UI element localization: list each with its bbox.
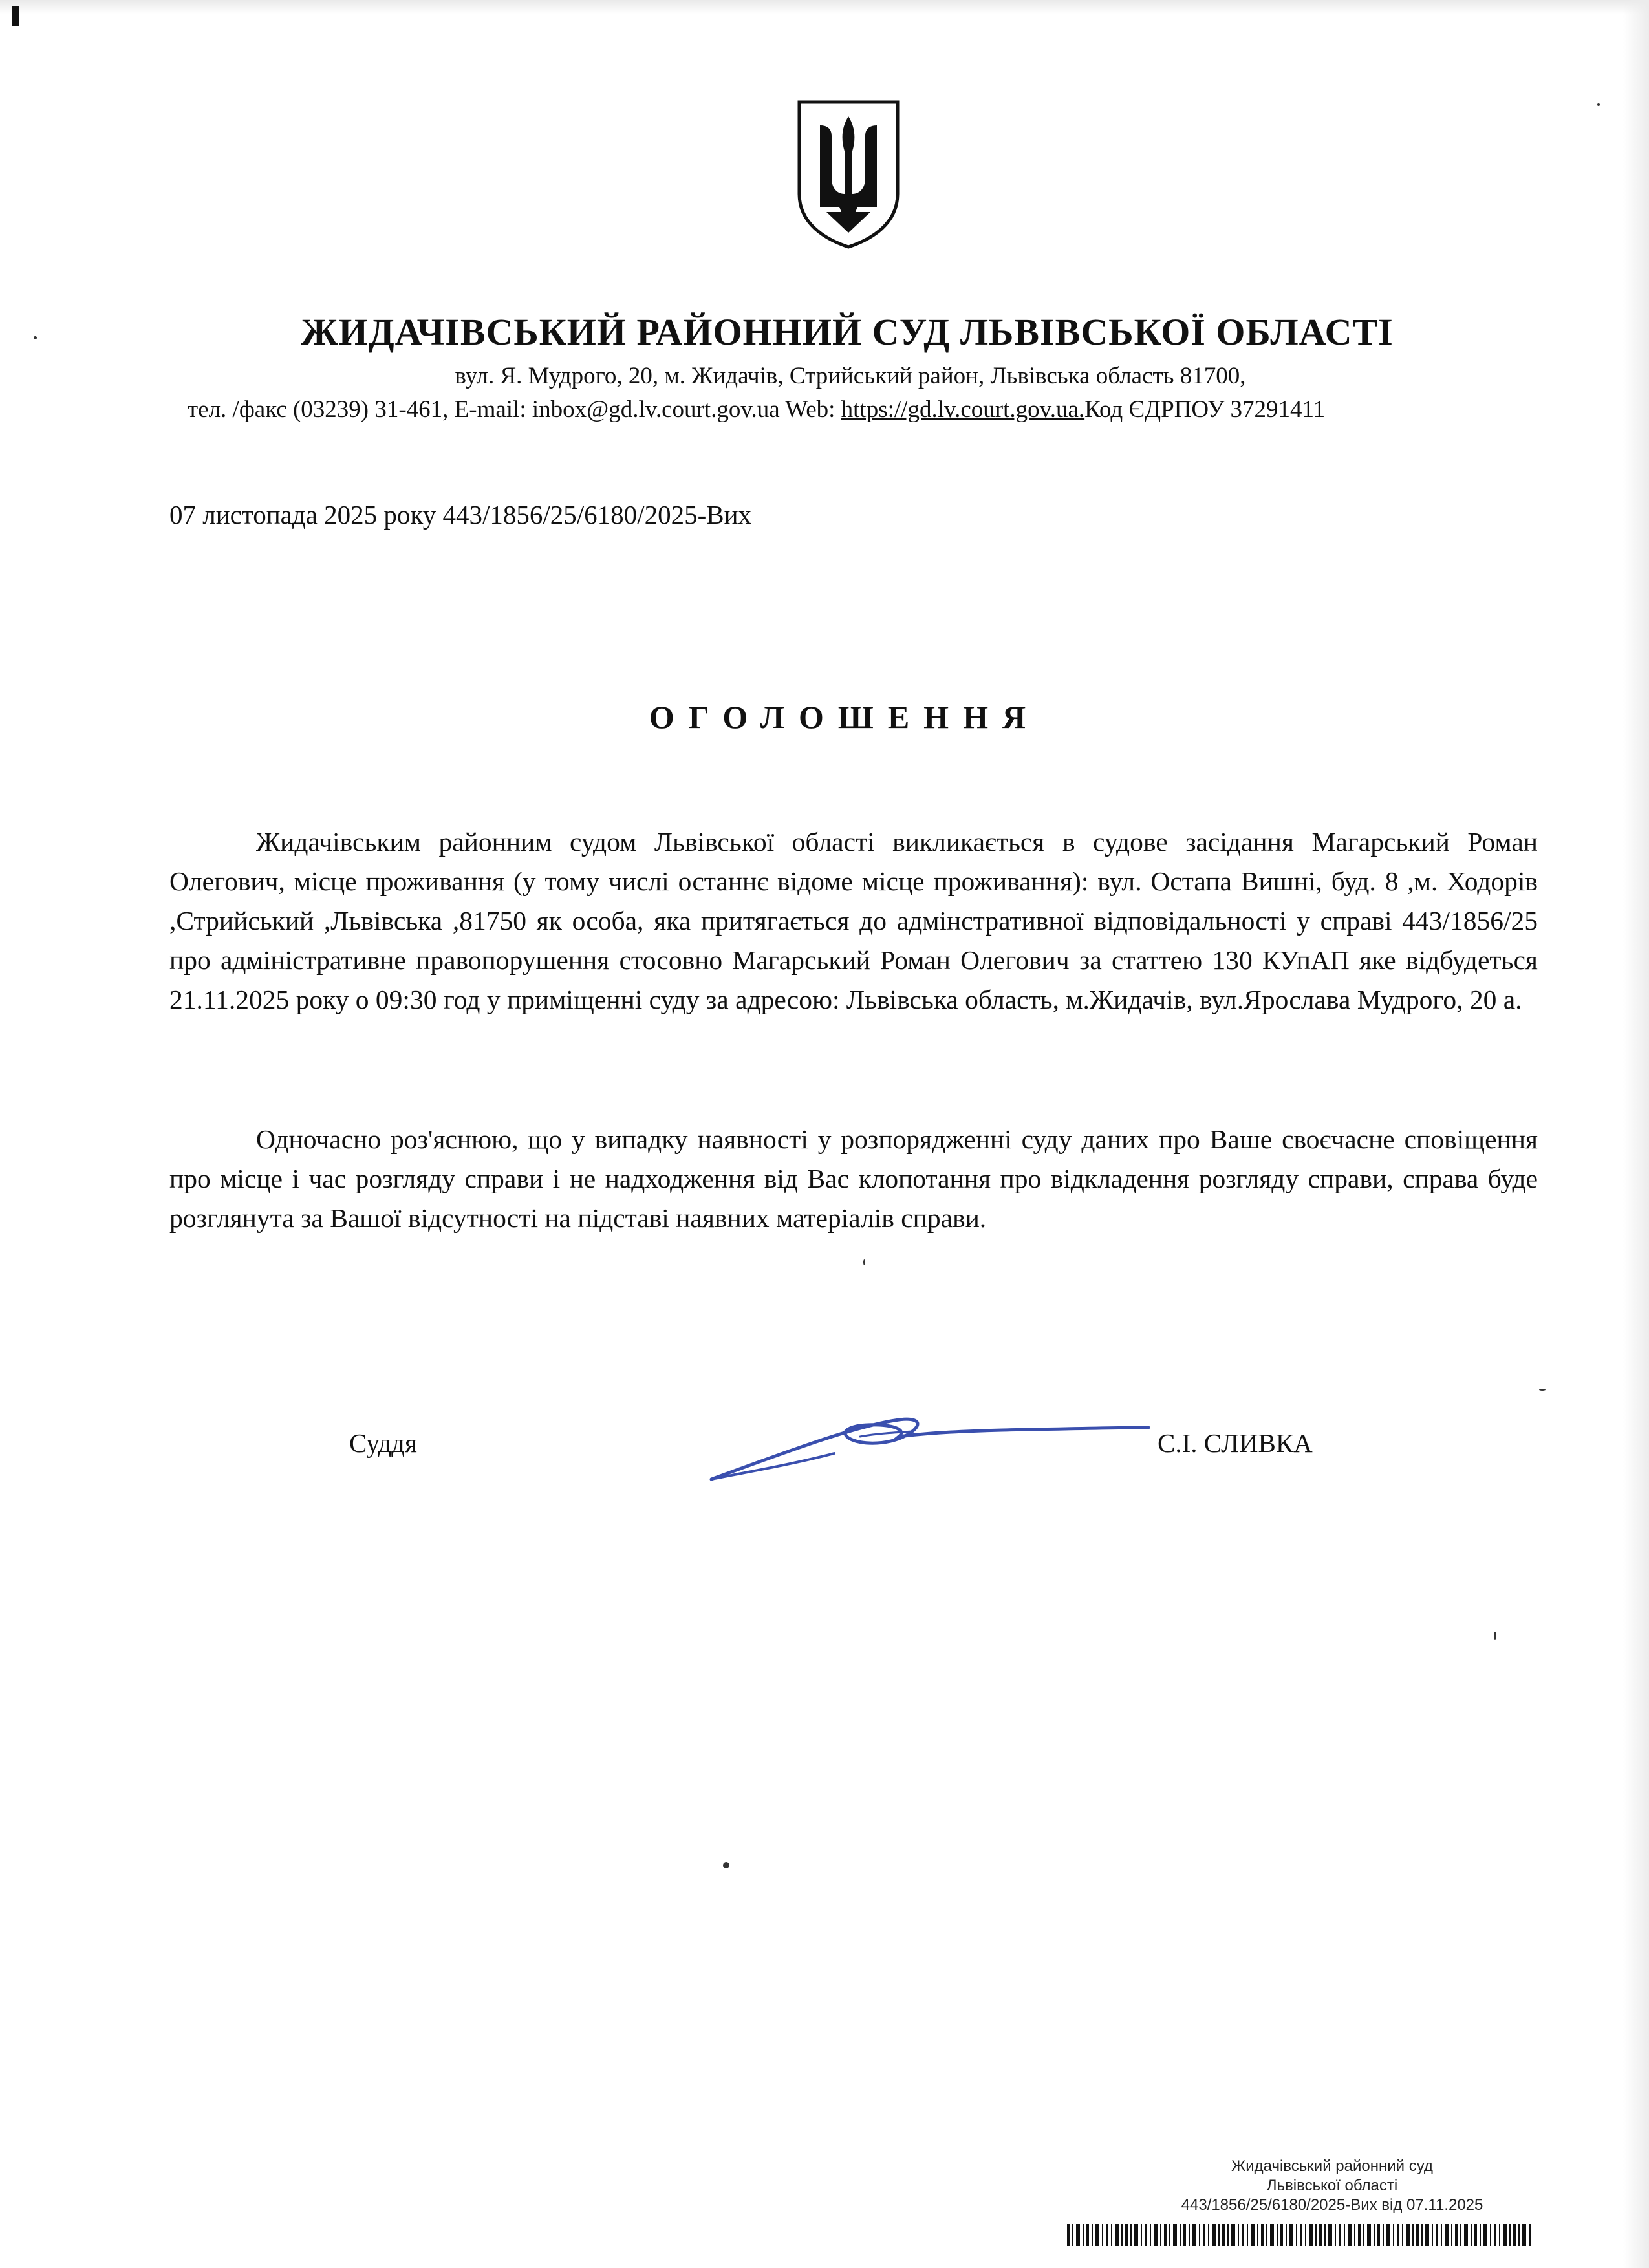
barcode [1067,2224,1533,2246]
scan-speck [1597,103,1600,106]
court-name: ЖИДАЧІВСЬКИЙ РАЙОННИЙ СУД ЛЬВІВСЬКОЇ ОБЛАСТІ [301,311,1394,353]
clarification-paragraph: Одночасно роз'яснюю, що у випадку наявності у розпорядженні суду даних про Ваше своєчасне сповіщення про місце і час розгляду справи і не надходження від Вас клопотання про відкладення розгляду справи, справа буде розглянута за Вашої відсутності на підставі наявних матеріалів справи. [169,1124,1538,1233]
stamp-court-name: Жидачівський районний суд [1231,2157,1433,2175]
scan-edge-top [0,0,1649,14]
judge-name: С.І. СЛИВКА [1158,1428,1313,1458]
contacts-suffix: Код ЄДРПОУ 37291411 [1084,396,1326,423]
scan-speck [863,1259,865,1265]
scan-speck [1494,1632,1496,1640]
stamp-registration-number: 443/1856/25/6180/2025-Вих від 07.11.2025 [1181,2196,1483,2214]
trident-coat-of-arms-icon [794,97,903,250]
judge-label: Суддя [349,1428,417,1458]
registration-stamp [1099,2157,1565,2215]
court-address: вул. Я. Мудрого, 20, м. Жидачів, Стрийський район, Львівська область 81700, [455,363,1246,389]
contacts-prefix: тел. /факс (03239) 31-461, E-mail: inbox@gd.lv.court.gov.ua Web: [188,396,841,423]
announcement-paragraph: Жидачівським районним судом Львівської області викликається в судове засідання Магарський Роман Олегович, місце проживання (у тому числі останнє відоме місце проживання): вул. Остапа Вишні, буд. 8 ,м. Ходорів ,Стрийський ,Львівська ,81750 як особа, яка притягається до адмінстративної відповідальності у справі 443/1856/25 про адміністративне правопорушення стосовно Магарський Роман Олегович за статтею 130 КУпАП яке відбудеться 21.11.2025 року о 09:30 год у приміщенні суду за адресою: Львівська область, м.Жидачів, вул.Ярослава Мудрого, 20 а. [169,827,1538,1014]
scan-corner-mark [12,6,19,26]
scan-speck [34,336,37,339]
stamp-region: Львівської області [1266,2177,1398,2194]
court-website-link[interactable]: https://gd.lv.court.gov.ua. [841,396,1085,423]
court-contacts [188,396,1546,423]
judge-signature [705,1408,1151,1492]
scan-speck [1539,1389,1546,1391]
scan-speck [723,1862,729,1868]
date-and-outgoing-number: 07 листопада 2025 року 443/1856/25/6180/2025-Вих [169,500,752,530]
document-title: ОГОЛОШЕННЯ [649,699,1040,735]
